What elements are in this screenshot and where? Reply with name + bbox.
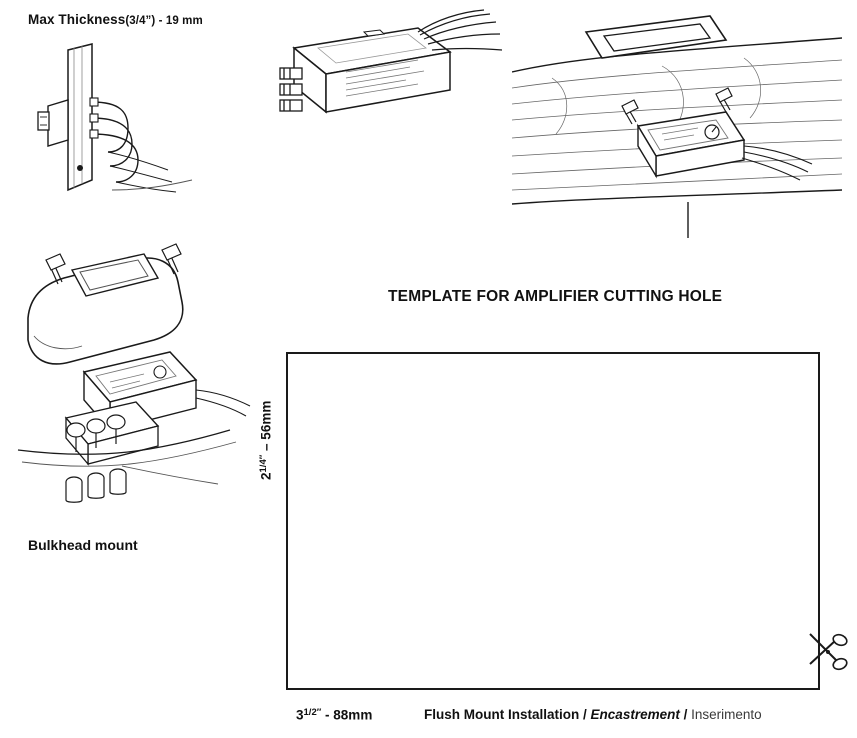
template-width-label	[296, 707, 372, 722]
caption-italian: Inserimento	[691, 707, 762, 722]
caption-separator-2: /	[683, 707, 688, 722]
bulkhead-mount-label: Bulkhead mount	[28, 537, 138, 553]
template-width-fraction: 1/2″	[303, 707, 322, 718]
caption-english: Flush Mount Installation	[424, 707, 580, 722]
caption-french: Encastrement	[590, 707, 680, 722]
template-height-metric: – 56mm	[258, 400, 274, 451]
cutting-hole-template-rectangle	[286, 352, 820, 690]
figure-wall-mount	[16, 40, 216, 210]
template-height-fraction: 1/4″	[258, 454, 269, 473]
template-title: TEMPLATE FOR AMPLIFIER CUTTING HOLE	[388, 288, 723, 305]
template-height-label	[258, 370, 273, 480]
max-thickness-label	[28, 12, 203, 27]
figure-bulkhead-mount	[10, 240, 270, 530]
figure-flush-mount	[512, 8, 842, 238]
flush-mount-caption	[424, 707, 762, 722]
max-thickness-main-text: Max Thickness	[28, 12, 126, 27]
caption-separator-1: /	[583, 707, 587, 722]
max-thickness-sub-text: (3/4”) - 19 mm	[125, 15, 203, 27]
template-width-value: 3	[296, 707, 304, 723]
template-width-metric: - 88mm	[325, 707, 373, 723]
scissors-icon	[806, 630, 850, 678]
template-height-value: 2	[258, 472, 274, 480]
figure-amplifier-unit	[268, 8, 508, 168]
